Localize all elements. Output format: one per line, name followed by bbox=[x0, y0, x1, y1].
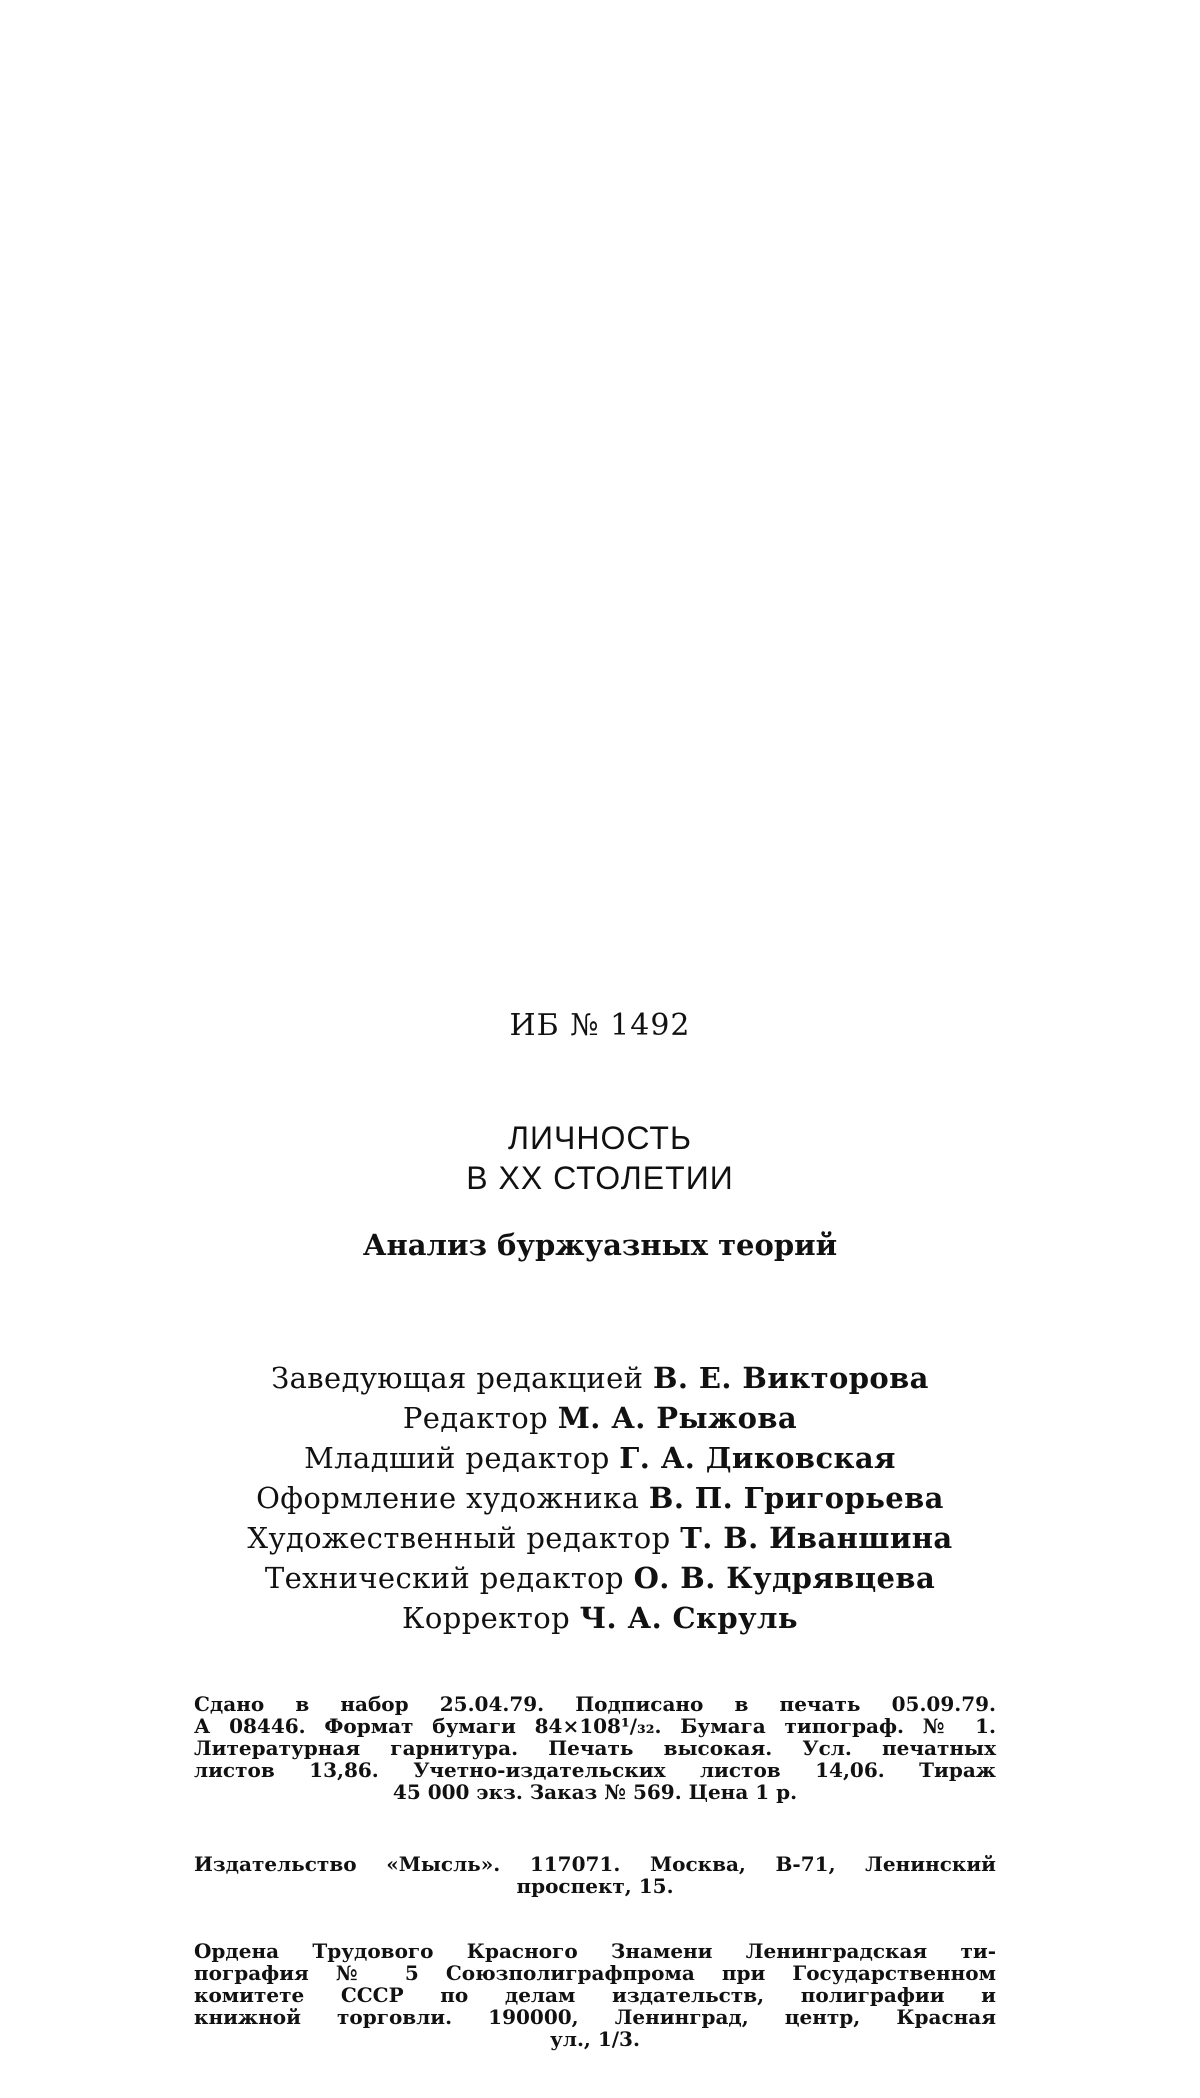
printer-line: комитете СССР по делам издательств, полиграфии и bbox=[194, 1983, 996, 2007]
staff-person: В. П. Григорьева bbox=[648, 1481, 944, 1515]
imprint-line: Сдано в набор 25.04.79. Подписано в печать 05.09.79. bbox=[194, 1692, 996, 1716]
printer-line: Ордена Трудового Красного Знамени Ленинградская ти- bbox=[194, 1939, 996, 1963]
staff-person: Г. А. Диковская bbox=[619, 1441, 896, 1475]
publisher-info bbox=[194, 1853, 996, 1897]
printer-line: ул., 1/3. bbox=[550, 2027, 640, 2051]
staff-person: Т. В. Иваншина bbox=[680, 1521, 953, 1555]
imprint-line: Литературная гарнитура. Печать высокая. Усл. печатных bbox=[194, 1736, 996, 1760]
book-title-line-2: В XX СТОЛЕТИИ bbox=[466, 1160, 734, 1196]
print-imprint bbox=[194, 1693, 996, 1803]
imprint-line: А 08446. Формат бумаги 84×108¹/₃₂. Бумага типограф. № 1. bbox=[194, 1714, 996, 1738]
staff-role: Технический редактор bbox=[264, 1561, 625, 1595]
staff-row bbox=[0, 1398, 1200, 1438]
staff-row bbox=[0, 1438, 1200, 1478]
book-title bbox=[0, 1118, 1200, 1198]
staff-person: О. В. Кудрявцева bbox=[633, 1561, 936, 1595]
publisher-line: Издательство «Мысль». 117071. Москва, В-71, Ленинский bbox=[194, 1852, 996, 1876]
staff-row bbox=[0, 1558, 1200, 1598]
staff-role: Художественный редактор bbox=[247, 1521, 671, 1555]
printer-line: пография № 5 Союзполиграфпрома при Государственном bbox=[194, 1961, 996, 1985]
staff-row bbox=[0, 1478, 1200, 1518]
staff-person: Ч. А. Скруль bbox=[579, 1601, 798, 1635]
staff-credits bbox=[0, 1358, 1200, 1638]
imprint-line: листов 13,86. Учетно-издательских листов 14,06. Тираж bbox=[194, 1758, 996, 1782]
book-title-line-1: ЛИЧНОСТЬ bbox=[508, 1120, 692, 1156]
staff-role: Редактор bbox=[402, 1401, 549, 1435]
staff-person: В. Е. Викторова bbox=[653, 1361, 929, 1395]
staff-person: М. А. Рыжова bbox=[557, 1401, 798, 1435]
staff-role: Оформление художника bbox=[256, 1481, 640, 1515]
printer-line: книжной торговли. 190000, Ленинград, центр, Красная bbox=[194, 2005, 996, 2029]
staff-role: Младший редактор bbox=[304, 1441, 610, 1475]
printer-info bbox=[194, 1940, 996, 2050]
ib-number: ИБ № 1492 bbox=[509, 1008, 691, 1043]
staff-role: Заведующая редакцией bbox=[271, 1361, 644, 1395]
staff-role: Корректор bbox=[402, 1601, 571, 1635]
staff-row bbox=[0, 1358, 1200, 1398]
publisher-line: проспект, 15. bbox=[516, 1874, 674, 1898]
book-subtitle: Анализ буржуазных теорий bbox=[362, 1228, 838, 1262]
staff-row bbox=[0, 1518, 1200, 1558]
staff-row bbox=[0, 1598, 1200, 1638]
imprint-line: 45 000 экз. Заказ № 569. Цена 1 р. bbox=[392, 1780, 798, 1804]
